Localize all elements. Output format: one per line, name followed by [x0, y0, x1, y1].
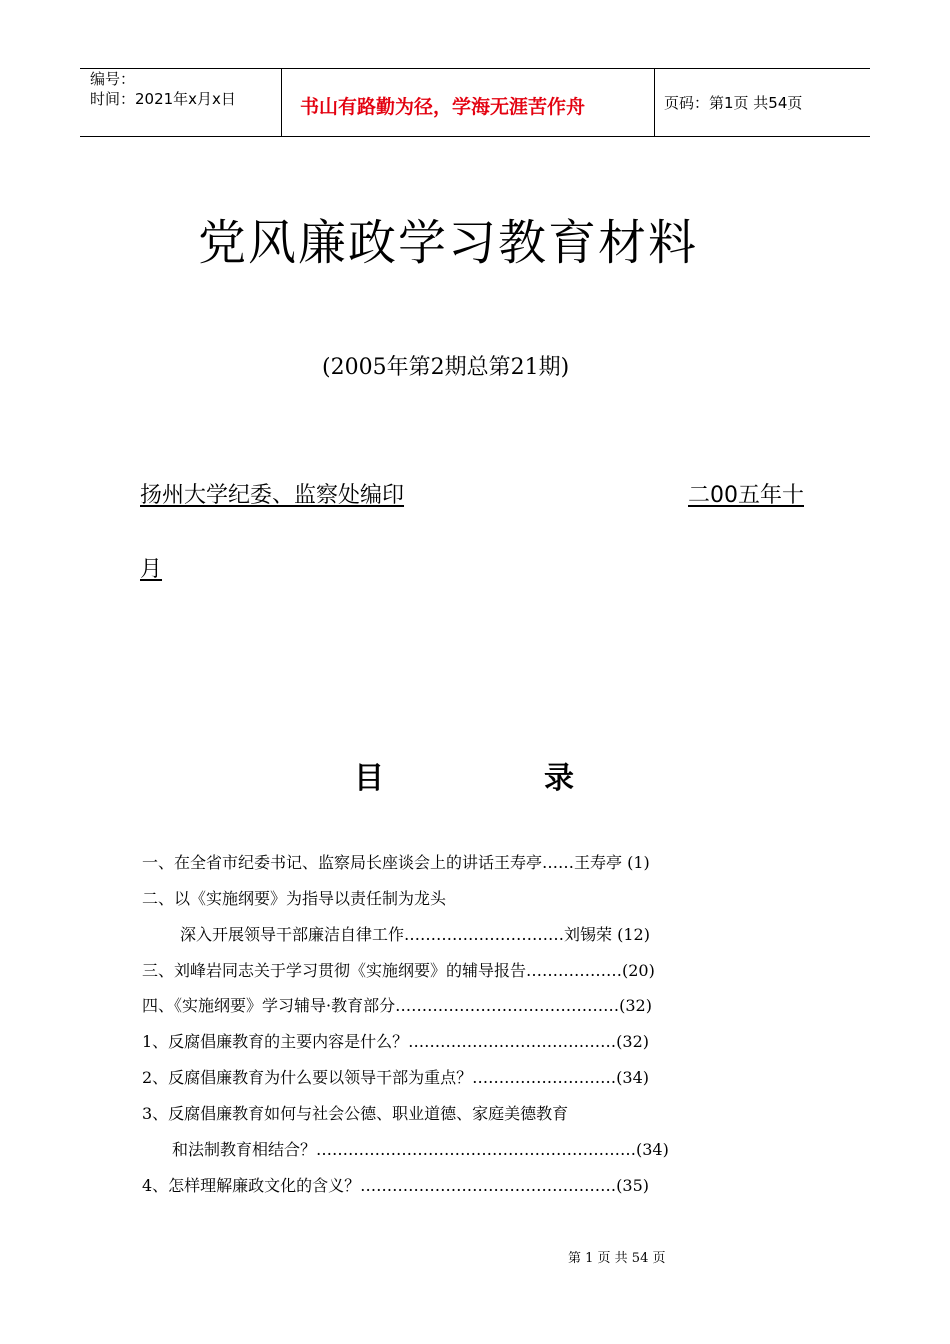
time-label: 时间：2021年x月x日: [90, 90, 236, 108]
publisher-line: [140, 478, 812, 512]
publisher-name: 扬州大学纪委、监察处编印: [140, 483, 405, 508]
toc-entry: 三、刘峰岩同志关于学习贯彻《实施纲要》的辅导报告………………(20): [142, 961, 655, 980]
toc-entry: 2、反腐倡廉教育为什么要以领导干部为重点？………………………(34): [142, 1068, 650, 1087]
motto-text: 书山有路勤为径，学海无涯苦作舟: [300, 96, 586, 118]
page-info: 页码：第1页 共54页: [664, 94, 803, 112]
page-footer: 第 1 页 共 54 页: [568, 1251, 666, 1266]
toc-entry: 深入开展领导干部廉洁自律工作…………………………刘锡荣 (12): [180, 925, 650, 944]
publish-date-month: 月: [140, 557, 163, 582]
toc-title-right: 录: [544, 761, 574, 796]
toc-entry: 和法制教育相结合？……………………………………………………(34): [172, 1140, 669, 1159]
toc-entry: 一、在全省市纪委书记、监察局长座谈会上的讲话王寿亭……王寿亭 (1): [142, 853, 650, 872]
issue-subtitle: (2005年第2期总第21期): [322, 355, 570, 380]
header-bottom-border: [80, 136, 870, 137]
toc-entry: 1、反腐倡廉教育的主要内容是什么？…………………………………(32): [142, 1032, 650, 1051]
toc-entry: 四、《实施纲要》学习辅导·教育部分……………………………………(32): [142, 996, 652, 1015]
toc-entry: 4、怎样理解廉政文化的含义？…………………………………………(35): [142, 1176, 650, 1195]
publish-date: 二00五年十: [688, 483, 804, 508]
toc-entry: 3、反腐倡廉教育如何与社会公德、职业道德、家庭美德教育: [142, 1104, 569, 1123]
header-divider-left: [281, 68, 282, 136]
header-top-border: [80, 68, 870, 69]
header-divider-right: [654, 68, 655, 136]
toc-title-left: 目: [354, 761, 384, 796]
toc-entry: 二、以《实施纲要》为指导以责任制为龙头: [142, 889, 447, 908]
document-title: 党风廉政学习教育材料: [198, 215, 699, 271]
number-label: 编号：: [90, 70, 136, 88]
